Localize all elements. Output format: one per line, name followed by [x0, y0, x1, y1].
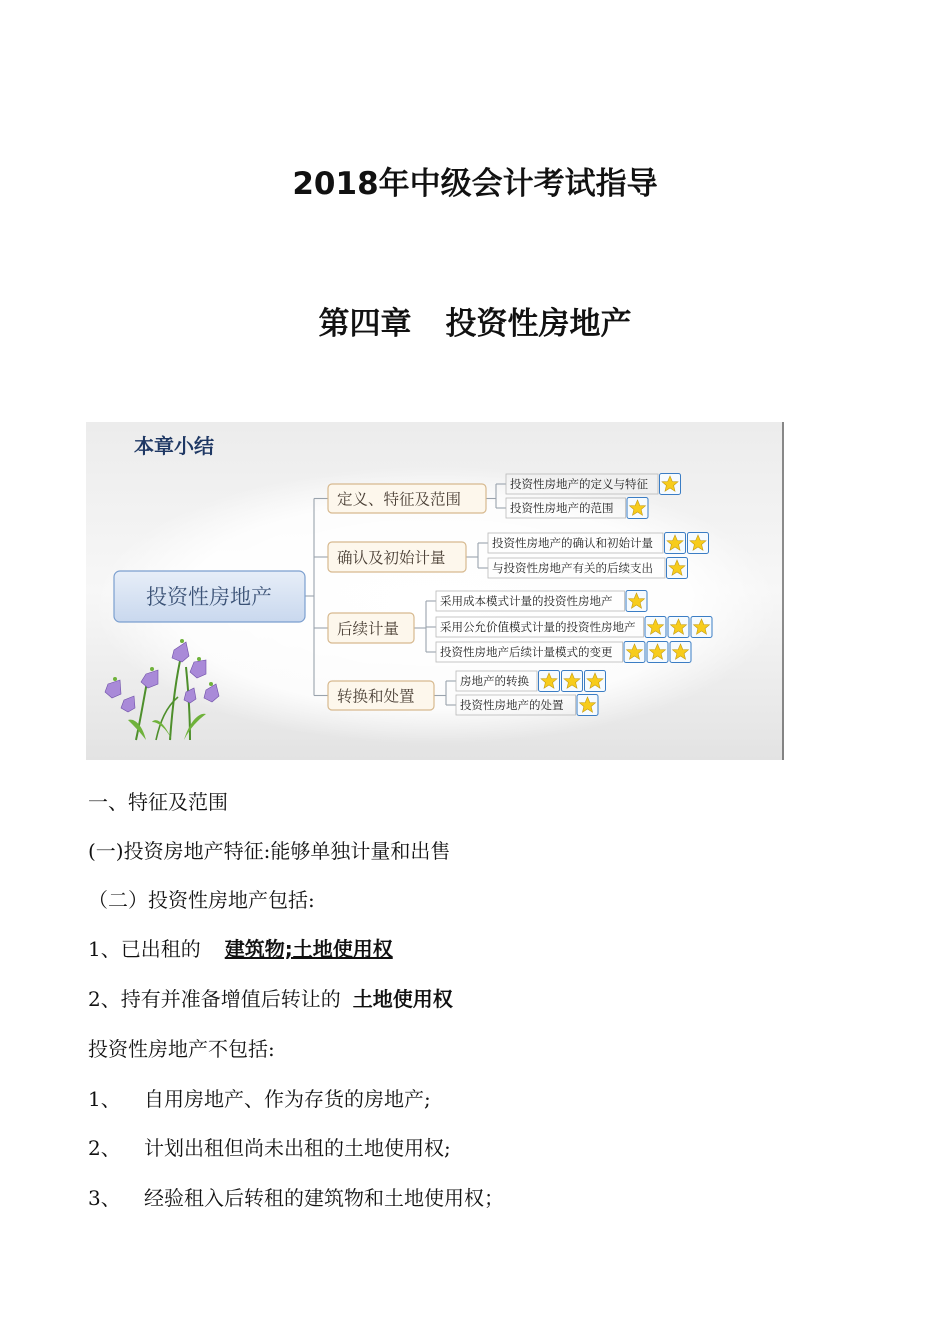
chapter-title: [0, 298, 950, 343]
exclude-item-2-number: 2、: [88, 1136, 121, 1160]
star-icon: [647, 642, 668, 663]
mindmap-header: 本章小结: [134, 434, 214, 458]
star-icon: [660, 474, 681, 495]
star-icon: [668, 617, 689, 638]
include-item-2-emphasis: 土地使用权: [352, 987, 453, 1011]
exclude-item-1: [88, 1083, 431, 1112]
exclude-item-3-number: 3、: [88, 1186, 121, 1210]
chapter-name: 投资性房地产: [445, 306, 632, 342]
leaf-label: 投资性房地产的确认和初始计量: [492, 536, 653, 550]
chapter-label: 第四章: [318, 306, 412, 342]
exclude-item-3: [88, 1182, 504, 1211]
branch-label: 转换和处置: [337, 687, 415, 706]
star-icon: [670, 642, 691, 663]
branch-label: 确认及初始计量: [337, 549, 446, 567]
leaf-label: 房地产的转换: [460, 674, 529, 688]
leaf-label: 投资性房地产的范围: [510, 501, 614, 515]
star-icon: [539, 671, 560, 692]
exclude-item-3-text: 经验租入后转租的建筑物和土地使用权；: [144, 1186, 504, 1210]
exclude-item-1-number: 1、: [88, 1087, 121, 1111]
star-icon: [627, 498, 648, 519]
leaf-label: 与投资性房地产有关的后续支出: [492, 561, 653, 575]
star-icon: [691, 617, 712, 638]
includes-heading: （二）投资性房地产包括:: [88, 888, 315, 912]
leaf-label: 投资性房地产的处置: [460, 698, 564, 712]
star-icon: [665, 533, 686, 554]
exclude-item-2-text: 计划出租但尚未出租的土地使用权;: [144, 1136, 451, 1160]
mindmap-root: [114, 571, 305, 622]
star-icon: [562, 671, 583, 692]
section-heading: 一、特征及范围: [88, 790, 228, 814]
include-item-1: [88, 933, 393, 962]
star-icon: [667, 558, 688, 579]
star-icon: [585, 671, 606, 692]
branch-label: 后续计量: [337, 620, 400, 638]
leaf-label: 采用成本模式计量的投资性房地产: [440, 594, 613, 608]
star-icon: [645, 617, 666, 638]
exclude-item-1-text: 自用房地产、作为存货的房地产;: [144, 1087, 431, 1111]
exclude-item-2: [88, 1132, 451, 1161]
chapter-summary-mindmap: [86, 422, 784, 760]
star-icon: [626, 591, 647, 612]
star-icon: [688, 533, 709, 554]
leaf-label: 投资性房地产后续计量模式的变更: [440, 645, 613, 659]
mindmap-root-label: 投资性房地产: [146, 585, 272, 609]
leaf-label: 采用公允价值模式计量的投资性房地产: [440, 620, 636, 634]
branch-label: 定义、特征及范围: [337, 490, 462, 509]
leaf-label: 投资性房地产的定义与特征: [510, 477, 648, 491]
star-icon: [577, 695, 598, 716]
feature-line: (一)投资房地产特征:能够单独计量和出售: [88, 839, 451, 863]
excludes-heading: 投资性房地产不包括:: [88, 1037, 275, 1061]
include-item-2-prefix: 2、持有并准备增值后转让的: [88, 987, 341, 1011]
include-item-1-prefix: 1、已出租的: [88, 937, 201, 961]
star-icon: [624, 642, 645, 663]
include-item-2: [88, 983, 453, 1012]
document-title: 2018年中级会计考试指导: [292, 166, 658, 202]
include-item-1-emphasis: 建筑物;土地使用权: [224, 937, 393, 961]
